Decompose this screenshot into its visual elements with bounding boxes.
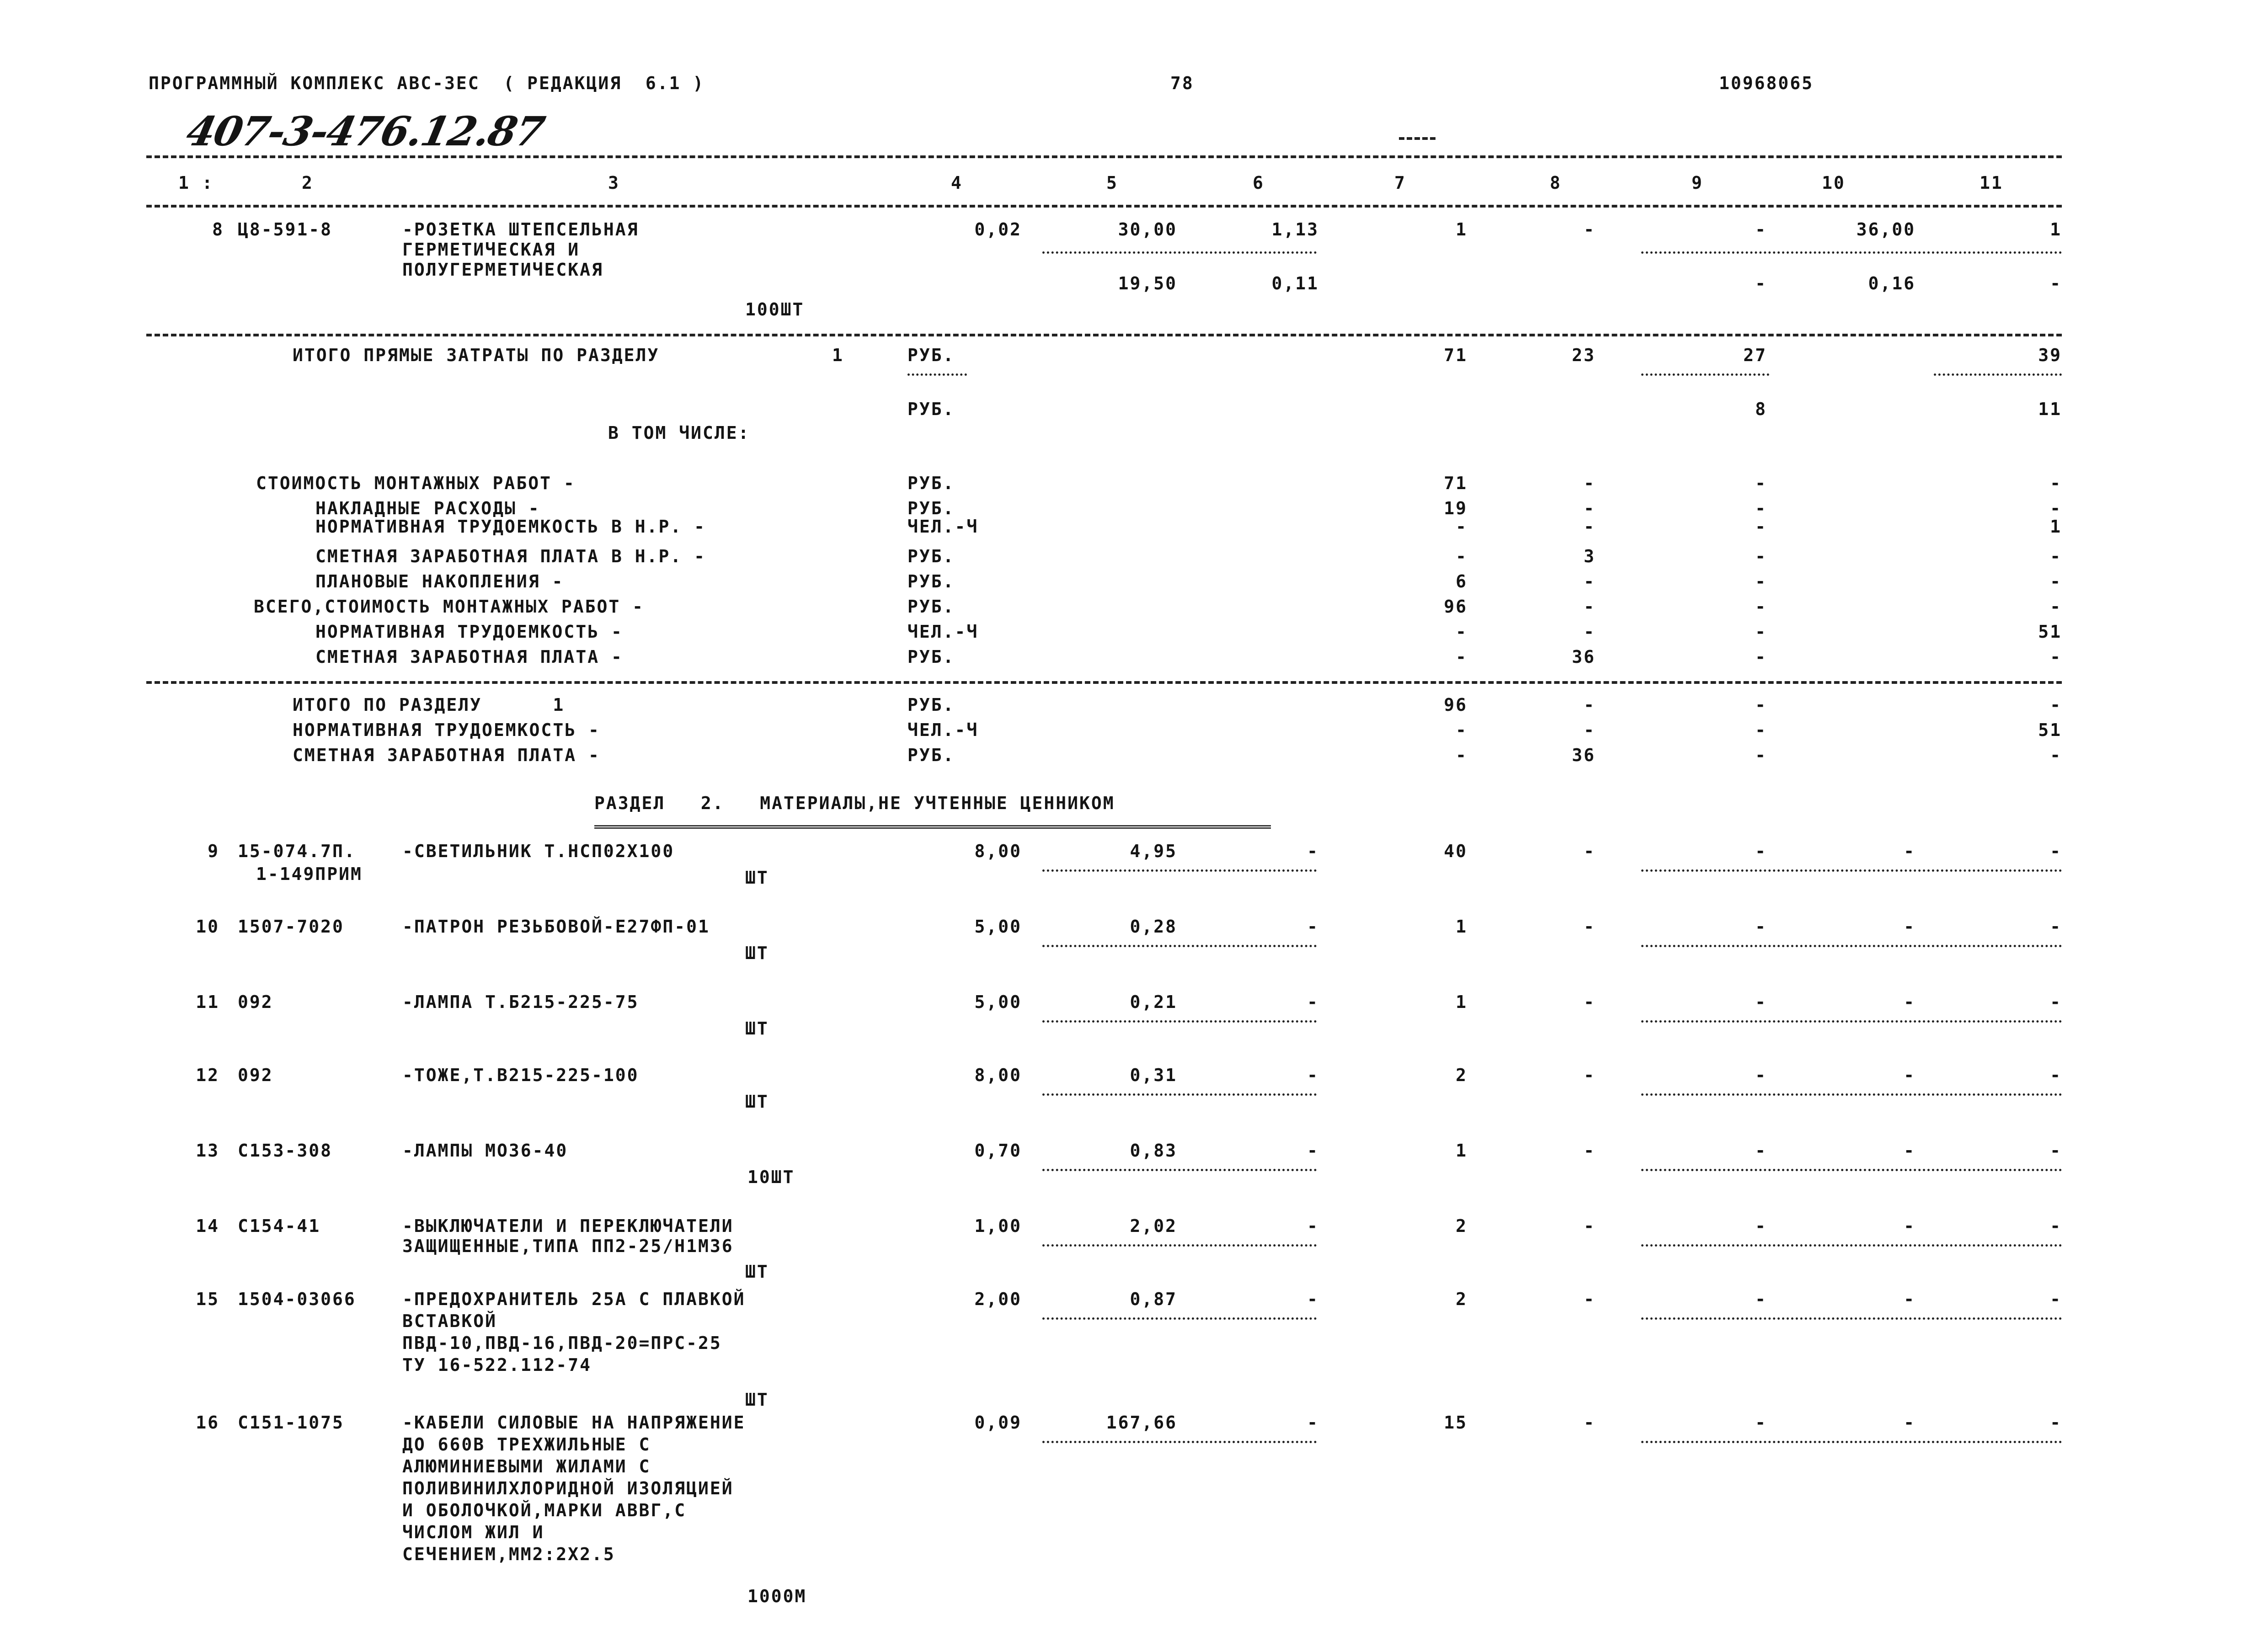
item-c9: - [1755, 841, 1767, 861]
item-c4: 0,09 [974, 1412, 1022, 1433]
subtotal-rule [1042, 1244, 1317, 1247]
item-c7: 1 [1456, 917, 1468, 937]
subtotal-rule [1641, 869, 2062, 872]
section-total-c7: - [1456, 745, 1468, 765]
scan-mark [1399, 137, 1436, 140]
breakdown-unit: ЧЕЛ.-Ч [907, 622, 979, 642]
column-header-10: 10 [1822, 173, 1846, 193]
item-c8: - [1584, 1216, 1596, 1236]
total-direct-c11-second: 11 [2038, 399, 2062, 419]
section-total-c11: - [2050, 745, 2062, 765]
item-c5: 0,31 [1130, 1065, 1177, 1085]
subtotal-rule [1042, 1317, 1317, 1320]
section-total-c8: - [1584, 720, 1596, 740]
breakdown-c11: - [2050, 498, 2062, 518]
item-unit: ШТ [745, 1092, 769, 1112]
subtotal-rule [1042, 945, 1317, 947]
cell-c9-second: - [1755, 273, 1767, 293]
breakdown-label: ПЛАНОВЫЕ НАКОПЛЕНИЯ - [315, 571, 564, 592]
item-c9: - [1755, 1216, 1767, 1236]
item-c4: 8,00 [974, 1065, 1022, 1085]
item-name-line: ТУ 16-522.112-74 [402, 1355, 592, 1375]
breakdown-c11: 1 [2050, 517, 2062, 537]
cell-c11: 1 [2050, 219, 2062, 240]
cell-c10: 36,00 [1856, 219, 1916, 240]
item-c11: - [2050, 1141, 2062, 1161]
breakdown-unit: РУБ. [907, 597, 955, 617]
item-c5: 0,21 [1130, 992, 1177, 1012]
breakdown-label: НАКЛАДНЫЕ РАСХОДЫ - [315, 498, 540, 518]
column-header-3: 3 [608, 173, 620, 193]
item-name-line: -ЛАМПЫ МО36-40 [402, 1141, 568, 1161]
item-unit: 1000М [747, 1586, 807, 1606]
item-unit: 10ШТ [747, 1167, 795, 1187]
section-total-c9: - [1755, 720, 1767, 740]
subtotal-rule [1641, 1317, 2062, 1320]
item-code: 1504-03066 [238, 1289, 356, 1309]
in-that-number-label: В ТОМ ЧИСЛЕ: [608, 423, 750, 443]
item-name-line: -ЛАМПА Т.Б215-225-75 [402, 992, 639, 1012]
item-c6: - [1307, 917, 1319, 937]
item-name-line: ДО 660В ТРЕХЖИЛЬНЫЕ С [402, 1434, 651, 1455]
item-c10: - [1904, 1412, 1916, 1433]
item-c10: - [1904, 992, 1916, 1012]
item-name-line: -КАБЕЛИ СИЛОВЫЕ НА НАПРЯЖЕНИЕ [402, 1412, 746, 1433]
item-c4: 5,00 [974, 992, 1022, 1012]
column-header-9: 9 [1692, 173, 1703, 193]
subtotal-rule [1641, 1169, 2062, 1171]
item-c6: - [1307, 1141, 1319, 1161]
subtotal-rule [1042, 1020, 1317, 1023]
item-code: 1507-7020 [238, 917, 344, 937]
item-name-line: СЕЧЕНИЕМ,ММ2:2Х2.5 [402, 1544, 615, 1564]
cell-c8: - [1584, 219, 1596, 240]
column-header-11: 11 [1980, 173, 2003, 193]
item-name-line: ПОЛУГЕРМЕТИЧЕСКАЯ [402, 260, 603, 280]
column-header-1: 1 : [178, 173, 214, 193]
subtotal-rule [1934, 373, 2062, 376]
section-total-c7: - [1456, 720, 1468, 740]
item-number: 12 [196, 1065, 219, 1085]
subtotal-rule [1042, 1093, 1317, 1096]
breakdown-unit: РУБ. [907, 546, 955, 566]
section-total-c9: - [1755, 695, 1767, 715]
total-direct-c11: 39 [2038, 345, 2062, 365]
item-c9: - [1755, 1412, 1767, 1433]
item-name-line: ПОЛИВИНИЛХЛОРИДНОЙ ИЗОЛЯЦИЕЙ [402, 1478, 734, 1498]
item-c11: - [2050, 841, 2062, 861]
item-c11: - [2050, 1065, 2062, 1085]
cell-c5-second: 19,50 [1118, 273, 1177, 293]
item-c8: - [1584, 917, 1596, 937]
item-c10: - [1904, 1216, 1916, 1236]
item-code: 092 [238, 992, 273, 1012]
item-c5: 0,83 [1130, 1141, 1177, 1161]
item-c11: - [2050, 992, 2062, 1012]
rule-header-bottom [146, 205, 2062, 208]
breakdown-c8: - [1584, 517, 1596, 537]
subtotal-rule [1042, 869, 1317, 872]
item-name-line: ЧИСЛОМ ЖИЛ И [402, 1522, 544, 1542]
breakdown-c7: 71 [1444, 473, 1468, 493]
breakdown-c8: 3 [1584, 546, 1596, 566]
item-name-line: ВСТАВКОЙ [402, 1311, 497, 1331]
section-rule [146, 681, 2062, 684]
item-c9: - [1755, 1141, 1767, 1161]
section-total-unit: РУБ. [907, 745, 955, 765]
subtotal-rule [1641, 373, 1769, 376]
subtotal-rule [907, 373, 967, 376]
cell-c9: - [1755, 219, 1767, 240]
item-c11: - [2050, 1412, 2062, 1433]
breakdown-c9: - [1755, 597, 1767, 617]
breakdown-unit: РУБ. [907, 473, 955, 493]
breakdown-c9: - [1755, 473, 1767, 493]
cell-c10-second: 0,16 [1868, 273, 1916, 293]
cell-c6: 1,13 [1271, 219, 1319, 240]
item-code: 092 [238, 1065, 273, 1085]
section-title-underline [594, 825, 1271, 829]
total-direct-unit-second: РУБ. [907, 399, 955, 419]
item-unit: 100ШТ [745, 299, 805, 320]
section-total-label: СМЕТНАЯ ЗАРАБОТНАЯ ПЛАТА - [293, 745, 600, 765]
cell-c11-second: - [2050, 273, 2062, 293]
item-name-line: -ПРЕДОХРАНИТЕЛЬ 25А С ПЛАВКОЙ [402, 1289, 746, 1309]
item-c6: - [1307, 841, 1319, 861]
item-c8: - [1584, 1289, 1596, 1309]
item-c4: 8,00 [974, 841, 1022, 861]
breakdown-c8: - [1584, 571, 1596, 592]
section-total-c8: 36 [1572, 745, 1596, 765]
item-number: 9 [208, 841, 219, 861]
item-code: С153-308 [238, 1141, 333, 1161]
item-unit: ШТ [745, 1390, 769, 1410]
breakdown-c11: - [2050, 647, 2062, 667]
cell-c6-second: 0,11 [1271, 273, 1319, 293]
section-total-label: НОРМАТИВНАЯ ТРУДОЕМКОСТЬ - [293, 720, 600, 740]
section-total-c8: - [1584, 695, 1596, 715]
item-c9: - [1755, 992, 1767, 1012]
item-c8: - [1584, 992, 1596, 1012]
subtotal-rule [1641, 1020, 2062, 1023]
breakdown-unit: РУБ. [907, 571, 955, 592]
item-c6: - [1307, 1289, 1319, 1309]
section-total-unit: ЧЕЛ.-Ч [907, 720, 979, 740]
subtotal-rule [1641, 945, 2062, 947]
breakdown-label: НОРМАТИВНАЯ ТРУДОЕМКОСТЬ - [315, 622, 623, 642]
item-c11: - [2050, 1289, 2062, 1309]
item-number: 11 [196, 992, 219, 1012]
item-c8: - [1584, 1412, 1596, 1433]
section-total-c11: - [2050, 695, 2062, 715]
item-c5: 0,87 [1130, 1289, 1177, 1309]
item-c11: - [2050, 1216, 2062, 1236]
subtotal-rule [1042, 1441, 1317, 1443]
subtotal-rule [1641, 1244, 2062, 1247]
total-direct-c8: 23 [1572, 345, 1596, 365]
breakdown-c9: - [1755, 517, 1767, 537]
item-c10: - [1904, 1141, 1916, 1161]
item-code-second: 1-149ПРИМ [256, 864, 363, 884]
breakdown-c7: - [1456, 546, 1468, 566]
item-c9: - [1755, 1289, 1767, 1309]
item-c4: 1,00 [974, 1216, 1022, 1236]
breakdown-c9: - [1755, 546, 1767, 566]
breakdown-c9: - [1755, 647, 1767, 667]
item-code: С154-41 [238, 1216, 321, 1236]
item-name-line: ПВД-10,ПВД-16,ПВД-20=ПРС-25 [402, 1333, 722, 1353]
section-total-c9: - [1755, 745, 1767, 765]
item-c4: 0,70 [974, 1141, 1022, 1161]
item-name-line: -СВЕТИЛЬНИК Т.НСП02Х100 [402, 841, 675, 861]
breakdown-label: СМЕТНАЯ ЗАРАБОТНАЯ ПЛАТА - [315, 647, 623, 667]
total-direct-c9-second: 8 [1755, 399, 1767, 419]
breakdown-label: СМЕТНАЯ ЗАРАБОТНАЯ ПЛАТА В Н.Р. - [315, 546, 706, 566]
item-unit: ШТ [745, 943, 769, 963]
breakdown-c8: - [1584, 473, 1596, 493]
item-c9: - [1755, 917, 1767, 937]
item-c5: 0,28 [1130, 917, 1177, 937]
item-c7: 15 [1444, 1412, 1468, 1433]
breakdown-label: ВСЕГО,СТОИМОСТЬ МОНТАЖНЫХ РАБОТ - [254, 597, 644, 617]
breakdown-c7: 6 [1456, 571, 1468, 592]
item-c10: - [1904, 841, 1916, 861]
item-name-line: ГЕРМЕТИЧЕСКАЯ И [402, 240, 580, 260]
item-c5: 2,02 [1130, 1216, 1177, 1236]
total-direct-section: 1 [832, 345, 844, 365]
item-name-line: -ПАТРОН РЕЗЬБОВОЙ-Е27ФП-01 [402, 917, 710, 937]
section-total-c11: 51 [2038, 720, 2062, 740]
item-name-line: -ВЫКЛЮЧАТЕЛИ И ПЕРЕКЛЮЧАТЕЛИ [402, 1216, 734, 1236]
item-c10: - [1904, 917, 1916, 937]
total-direct-c9: 27 [1743, 345, 1767, 365]
item-c8: - [1584, 1141, 1596, 1161]
item-number: 13 [196, 1141, 219, 1161]
item-c5: 4,95 [1130, 841, 1177, 861]
item-c8: - [1584, 1065, 1596, 1085]
column-header-4: 4 [951, 173, 963, 193]
item-number: 10 [196, 917, 219, 937]
breakdown-c9: - [1755, 622, 1767, 642]
rule-top [146, 155, 2062, 158]
breakdown-c7: - [1456, 647, 1468, 667]
item-c6: - [1307, 1412, 1319, 1433]
breakdown-c11: 51 [2038, 622, 2062, 642]
column-header-5: 5 [1106, 173, 1118, 193]
item-c7: 2 [1456, 1065, 1468, 1085]
breakdown-c11: - [2050, 546, 2062, 566]
breakdown-c9: - [1755, 498, 1767, 518]
item-c5: 167,66 [1106, 1412, 1177, 1433]
item-c6: - [1307, 1216, 1319, 1236]
item-code: Ц8-591-8 [238, 219, 333, 240]
subtotal-rule [1641, 251, 2062, 254]
cell-c4: 0,02 [974, 219, 1022, 240]
breakdown-c8: - [1584, 498, 1596, 518]
item-c7: 1 [1456, 1141, 1468, 1161]
total-direct-unit: РУБ. [907, 345, 955, 365]
document-id: 10968065 [1719, 73, 1814, 93]
breakdown-unit: РУБ. [907, 498, 955, 518]
breakdown-c7: 19 [1444, 498, 1468, 518]
section-total-unit: РУБ. [907, 695, 955, 715]
item-c6: - [1307, 992, 1319, 1012]
breakdown-c8: 36 [1572, 647, 1596, 667]
breakdown-c7: - [1456, 622, 1468, 642]
cell-c5: 30,00 [1118, 219, 1177, 240]
breakdown-c11: - [2050, 571, 2062, 592]
column-header-6: 6 [1253, 173, 1265, 193]
breakdown-label: НОРМАТИВНАЯ ТРУДОЕМКОСТЬ В Н.Р. - [315, 517, 706, 537]
cell-c7: 1 [1456, 219, 1468, 240]
total-direct-label: ИТОГО ПРЯМЫЕ ЗАТРАТЫ ПО РАЗДЕЛУ [293, 345, 660, 365]
item-c4: 2,00 [974, 1289, 1022, 1309]
handwritten-project-number: 407-3-476.12.87 [182, 107, 548, 155]
breakdown-c11: - [2050, 473, 2062, 493]
program-header: ПРОГРАММНЫЙ КОМПЛЕКС АВС-3ЕС ( РЕДАКЦИЯ 6.1 ) [149, 73, 705, 93]
total-direct-c7: 71 [1444, 345, 1468, 365]
item-c8: - [1584, 841, 1596, 861]
item-name-line: АЛЮМИНИЕВЫМИ ЖИЛАМИ С [402, 1456, 651, 1476]
subtotal-rule [1042, 251, 1317, 254]
breakdown-unit: РУБ. [907, 647, 955, 667]
item-name-line: -РОЗЕТКА ШТЕПСЕЛЬНАЯ [402, 219, 639, 240]
section-total-c7: 96 [1444, 695, 1468, 715]
breakdown-unit: ЧЕЛ.-Ч [907, 517, 979, 537]
section-2-title: РАЗДЕЛ 2. МАТЕРИАЛЫ,НЕ УЧТЕННЫЕ ЦЕННИКОМ [594, 793, 1115, 813]
subtotal-rule [1042, 1169, 1317, 1171]
item-number: 14 [196, 1216, 219, 1236]
breakdown-c8: - [1584, 622, 1596, 642]
breakdown-c7: - [1456, 517, 1468, 537]
item-c4: 5,00 [974, 917, 1022, 937]
row-number: 8 [212, 219, 224, 240]
item-name-line: -ТОЖЕ,Т.В215-225-100 [402, 1065, 639, 1085]
item-c6: - [1307, 1065, 1319, 1085]
page-number: 78 [1170, 73, 1194, 93]
item-number: 15 [196, 1289, 219, 1309]
subtotal-rule [1641, 1441, 2062, 1443]
item-c10: - [1904, 1065, 1916, 1085]
item-c7: 2 [1456, 1216, 1468, 1236]
section-total-label: ИТОГО ПО РАЗДЕЛУ 1 [293, 695, 565, 715]
breakdown-c8: - [1584, 597, 1596, 617]
item-name-line: ЗАЩИЩЕННЫЕ,ТИПА ПП2-25/Н1М36 [402, 1236, 734, 1256]
breakdown-label: СТОИМОСТЬ МОНТАЖНЫХ РАБОТ - [256, 473, 576, 493]
section-rule [146, 334, 2062, 336]
item-c7: 1 [1456, 992, 1468, 1012]
item-c9: - [1755, 1065, 1767, 1085]
item-code: 15-074.7П. [238, 841, 356, 861]
item-number: 16 [196, 1412, 219, 1433]
item-name-line: И ОБОЛОЧКОЙ,МАРКИ АВВГ,С [402, 1500, 687, 1520]
column-header-8: 8 [1550, 173, 1562, 193]
item-unit: ШТ [745, 1262, 769, 1282]
breakdown-c9: - [1755, 571, 1767, 592]
item-c7: 40 [1444, 841, 1468, 861]
item-c7: 2 [1456, 1289, 1468, 1309]
item-code: С151-1075 [238, 1412, 344, 1433]
item-c10: - [1904, 1289, 1916, 1309]
item-c11: - [2050, 917, 2062, 937]
subtotal-rule [1641, 1093, 2062, 1096]
column-header-2: 2 [302, 173, 314, 193]
item-unit: ШТ [745, 1018, 769, 1039]
item-unit: ШТ [745, 868, 769, 888]
breakdown-c7: 96 [1444, 597, 1468, 617]
breakdown-c11: - [2050, 597, 2062, 617]
column-header-7: 7 [1394, 173, 1406, 193]
